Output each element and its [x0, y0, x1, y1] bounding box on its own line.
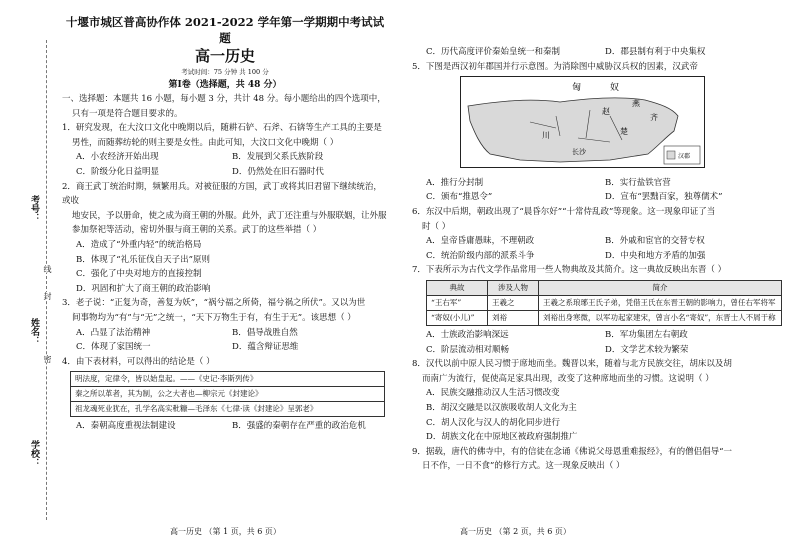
q7-option-c[interactable]: C．阶层流动相对顺畅	[426, 344, 510, 355]
map-label-yan: 燕	[632, 99, 640, 109]
page-2	[402, 0, 794, 550]
q1-option-a[interactable]: A．小农经济开始出现	[76, 152, 159, 163]
q6-stem: 6．东汉中后期，朝政出现了“晨昏尔好”“十常侍乱政”等现象。这一现象印证了当	[412, 206, 716, 217]
table-cell: 秦之所以革者，其为制，公之大者也—柳宗元《封建论》	[71, 387, 385, 402]
q2-stem: 2．商王武丁统治时期，频繁用兵。对被征服的方国，武丁或将其旧君留下继续统治，或收	[62, 181, 382, 207]
q4-option-a[interactable]: A．秦朝高度重视法制建设	[76, 421, 176, 432]
q2-option-b[interactable]: B．体现了“礼乐征伐自天子出”原则	[76, 254, 210, 265]
q7-option-a[interactable]: A．士族政治影响深远	[426, 329, 509, 340]
q5-options	[412, 176, 784, 205]
table-header: 简介	[539, 280, 782, 295]
q1-stem: 1．研究发现，在大汶口文化中晚期以后，随耕石铲、石斧、石锛等生产工具的主要是	[62, 123, 382, 134]
q7-option-b[interactable]: B．军功集团左右朝政	[605, 329, 688, 340]
table-cell: “寄奴(小儿)”	[427, 310, 488, 325]
map-label-chu: 楚	[620, 127, 628, 137]
exam-no-label: 考号：	[29, 195, 39, 222]
table-row	[71, 402, 385, 417]
q5-han-kingdoms-map	[460, 76, 705, 168]
q7-allusion-table	[426, 280, 782, 326]
q7-options	[412, 328, 784, 357]
q6-option-a[interactable]: A．皇帝昏庸愚昧，不理朝政	[426, 236, 535, 247]
exam-subject: 高一历史	[194, 47, 255, 65]
map-label-changsha: 长沙	[572, 148, 586, 157]
map-label-chuan: 川	[542, 131, 550, 141]
q4-options	[62, 419, 388, 434]
q8-stem: 8．汉代以前中原人民习惯于席地而坐。魏晋以来，随着与北方民族交往，胡床以及胡	[412, 359, 732, 370]
q8-option-d[interactable]: D．胡族文化在中原地区被政府强制推广	[426, 432, 578, 443]
q4-option-b[interactable]: B．强盛的秦朝存在严重的政治危机	[232, 421, 366, 432]
map-legend-label: 汉郡	[678, 153, 691, 161]
table-cell: 明法度，定律令，皆以始皇起。——《史记·李斯列传》	[71, 372, 385, 387]
q4-stem: 4．由下表材料，可以得出的结论是（ ）	[62, 356, 215, 367]
instruction-line: 只有一项是符合题目要求的。	[72, 108, 183, 119]
q1-option-c[interactable]: C．阶级分化日益明显	[76, 166, 160, 177]
map-label-xiong: 匈	[572, 83, 582, 94]
q3-option-c[interactable]: C．体现了家国统一	[76, 342, 151, 353]
page-1-content	[62, 14, 388, 434]
table-cell: 祖龙魂死业犹在，孔学名高实秕糠—毛泽东《七律·读《封建论》呈郭老》	[71, 402, 385, 417]
page-2-content	[412, 45, 784, 474]
q7-option-d[interactable]: D．文学艺术较为繁荣	[605, 344, 689, 355]
q2-stem: 地安民，予以册命，使之成为商王朝的外服。此外，武丁还注重与外服联姻，让外服	[72, 210, 387, 221]
q6-options	[412, 234, 784, 263]
q5-stem: 5．下图是西汉初年郡国并行示意图。为消除图中威胁汉兵权的因素，汉武帝	[412, 61, 698, 72]
q2-stem: 参加祭祀等活动，密切外服与商王朝的关系。武丁的这些举措（ ）	[72, 225, 322, 236]
table-row	[427, 310, 782, 325]
exam-title: 十堰市城区普高协作体 2021-2022 学年第一学期期中考试试题	[65, 15, 385, 45]
table-header: 典故	[427, 280, 488, 295]
map-label-qi: 齐	[650, 113, 658, 123]
q4-option-d[interactable]: D．郡县制有利于中央集权	[605, 47, 706, 57]
q3-option-a[interactable]: A．凸显了法治精神	[76, 327, 151, 338]
q6-stem: 时（ ）	[422, 221, 451, 232]
binding-gutter	[0, 0, 66, 550]
q8-option-a[interactable]: A．民族交融推动汉人生活习惯改变	[426, 388, 560, 399]
q7-stem: 7．下表所示为古代文学作品常用一些人物典故及其简介。这一典故反映出东晋（ ）	[412, 265, 727, 276]
q1-option-b[interactable]: B．发展到父系氏族阶段	[232, 152, 324, 163]
name-label: 姓名：	[29, 318, 39, 345]
q6-option-d[interactable]: D．中央和地方矛盾的加强	[605, 250, 706, 261]
q5-option-b[interactable]: B．实行盐铁官营	[605, 177, 671, 188]
q8-option-b[interactable]: B．胡汉交融是以汉族吸收胡人文化为主	[426, 402, 577, 413]
q6-option-c[interactable]: C．统治阶级内部的派系斗争	[426, 250, 535, 261]
q1-options	[62, 150, 388, 179]
table-row	[71, 387, 385, 402]
table-row	[427, 295, 782, 310]
q1-stem: 男性，而随葬纺轮的则主要是女性。由此可知，大汶口文化中晚期（ ）	[72, 137, 339, 148]
q2-option-d[interactable]: D．巩固和扩大了商王朝的政治影响	[76, 283, 211, 294]
binding-mark-feng: 封	[43, 292, 52, 300]
school-label: 学校：	[29, 440, 39, 467]
q9-stem: 日不作，一日不食”的修行方式。这一现象反映出（ ）	[422, 461, 625, 472]
q3-stem: 间事物均为“有”与“无”之统一，“天下万物生于有，有生于无”。该思想（ ）	[72, 312, 356, 323]
page-2-footer: 高一历史 （第 2 页，共 6 页）	[460, 527, 571, 536]
q2-option-c[interactable]: C．强化了中央对地方的直接控制	[76, 269, 202, 280]
table-cell: 王羲之系琅琊王氏子弟，凭借王氏在东晋王朝的影响力，曾任右军将军	[539, 295, 782, 310]
table-cell: 王羲之	[488, 295, 539, 310]
page-1-footer: 高一历史 （第 1 页，共 6 页）	[170, 527, 281, 536]
table-cell: “王右军”	[427, 295, 488, 310]
table-cell: 刘裕	[488, 310, 539, 325]
table-row	[71, 372, 385, 387]
q9-stem: 9．据载，唐代的佛寺中，有的信徒在念诵《佛说父母恩重难报经》，有的僧侣倡导“一	[412, 446, 733, 457]
map-label-zhao: 赵	[602, 107, 610, 117]
map-label-nu: 奴	[610, 83, 620, 94]
table-header: 涉及人物	[488, 280, 539, 295]
q5-option-c[interactable]: C．颁布“推恩令”	[426, 192, 493, 203]
binding-mark-xian: 线	[43, 265, 52, 273]
instruction-line: 一、选择题：本题共 16 小题，每小题 3 分，共计 48 分。每小题给出的四个选项中，	[62, 94, 386, 104]
q5-option-d[interactable]: D．宣布“罢黜百家，独尊儒术”	[605, 192, 723, 203]
binding-dashed-line	[46, 40, 47, 520]
q2-option-a[interactable]: A．造成了“外重内轻”的统治格局	[76, 239, 202, 250]
binding-mark-mi: 密	[43, 355, 52, 363]
q3-option-d[interactable]: D．蕴含辩证思维	[232, 342, 299, 353]
q3-stem: 3．老子说：“正复为奇，善复为妖”，“祸兮福之所倚，福兮祸之所伏”。又以为世	[62, 298, 366, 309]
q4-options-cont	[412, 45, 784, 60]
q6-option-b[interactable]: B．外戚和宦官的交替专权	[605, 236, 705, 247]
q8-option-c[interactable]: C．胡人汉化与汉人的胡化同步进行	[426, 417, 561, 428]
legend-swatch	[667, 151, 675, 159]
table-header-row	[427, 280, 782, 295]
q3-option-b[interactable]: B．倡导战胜自然	[232, 327, 298, 338]
q4-material-table	[70, 371, 385, 417]
q8-stem: 而南广为流行，促使高足家具出现，改变了这种席地而坐的习惯。这说明（ ）	[422, 373, 714, 384]
q5-option-a[interactable]: A．推行分封制	[426, 177, 484, 188]
q1-option-d[interactable]: D．仍然处在旧石器时代	[232, 166, 324, 177]
q3-options	[62, 326, 388, 355]
table-cell: 刘裕出身寒微，以军功起家建宋，曾言小名“寄奴”，东晋士人不屑于称	[539, 310, 782, 325]
q4-option-c[interactable]: C．历代高度评价秦始皇统一和秦制	[426, 47, 561, 57]
section-heading: 第Ⅰ卷（选择题，共 48 分）	[168, 80, 282, 90]
exam-meta: 考试时间：75 分钟 共 100 分	[181, 68, 269, 76]
